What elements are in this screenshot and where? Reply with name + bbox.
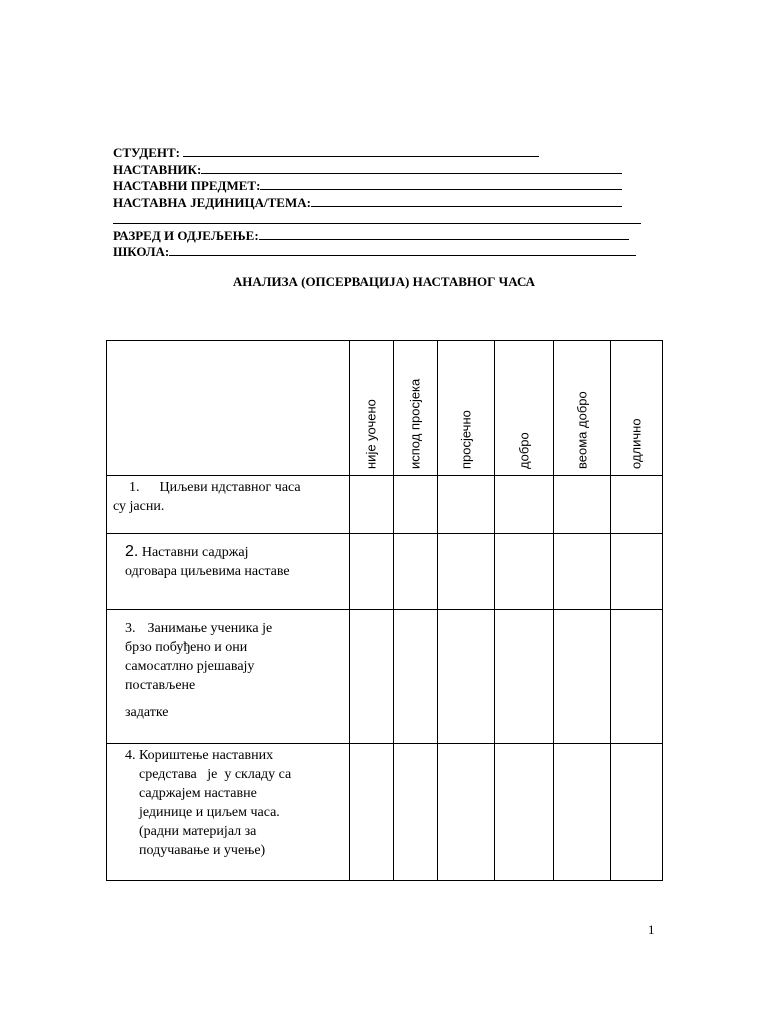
unit-line[interactable] bbox=[311, 194, 622, 207]
class-line[interactable] bbox=[259, 227, 629, 240]
column-header-not-observed: није уочено bbox=[363, 399, 379, 469]
teacher-field bbox=[113, 161, 622, 178]
criterion-4: 4. Кориштење наставних средстава је у складу са садржајем наставне јединице и циљем часа. (радни материјал за подучавање и учење) bbox=[125, 748, 292, 858]
unit-label: НАСТАВНА ЈЕДИНИЦА/ТЕМА: bbox=[113, 195, 311, 210]
unit-continuation bbox=[113, 211, 641, 228]
class-label: РАЗРЕД И ОДЈЕЉЕЊЕ: bbox=[113, 228, 259, 243]
school-line[interactable] bbox=[169, 243, 636, 256]
student-line[interactable] bbox=[183, 144, 539, 157]
document-title: АНАЛИЗА (ОПСЕРВАЦИЈА) НАСТАВНОГ ЧАСА bbox=[232, 274, 536, 289]
criterion-2: 2. Наставни садржај одговара циљевима наставе bbox=[125, 543, 290, 579]
unit-line-2[interactable] bbox=[113, 211, 641, 224]
row-divider bbox=[107, 609, 662, 610]
school-field bbox=[113, 243, 636, 260]
column-header-very-good: веома добро bbox=[574, 391, 589, 469]
column-header-excellent: одлично bbox=[628, 418, 644, 469]
column-header-good: добро bbox=[516, 432, 531, 469]
column-header-average: просјечно bbox=[458, 410, 473, 469]
row-divider bbox=[107, 533, 662, 534]
page-number: 1 bbox=[648, 922, 655, 937]
teacher-line[interactable] bbox=[201, 161, 622, 174]
row-divider bbox=[107, 475, 662, 476]
criterion-1: 1. Циљеви ндставног часа су јасни. bbox=[113, 480, 301, 514]
subject-line[interactable] bbox=[260, 177, 622, 190]
subject-field bbox=[113, 177, 622, 194]
evaluation-table bbox=[106, 340, 663, 881]
teacher-label: НАСТАВНИК: bbox=[113, 162, 202, 177]
student-label: СТУДЕНТ: bbox=[113, 145, 184, 160]
class-field bbox=[113, 227, 629, 244]
row-divider bbox=[107, 743, 662, 744]
subject-label: НАСТАВНИ ПРЕДМЕТ: bbox=[113, 178, 261, 193]
unit-field bbox=[113, 194, 622, 211]
student-field bbox=[113, 144, 539, 161]
school-label: ШКОЛА: bbox=[113, 244, 170, 259]
criterion-3: 3. Занимање ученика је брзо побуђено и они самосатлно рјешавају постављене задатке bbox=[125, 621, 273, 720]
column-header-below-average: испод просјека bbox=[407, 378, 423, 469]
